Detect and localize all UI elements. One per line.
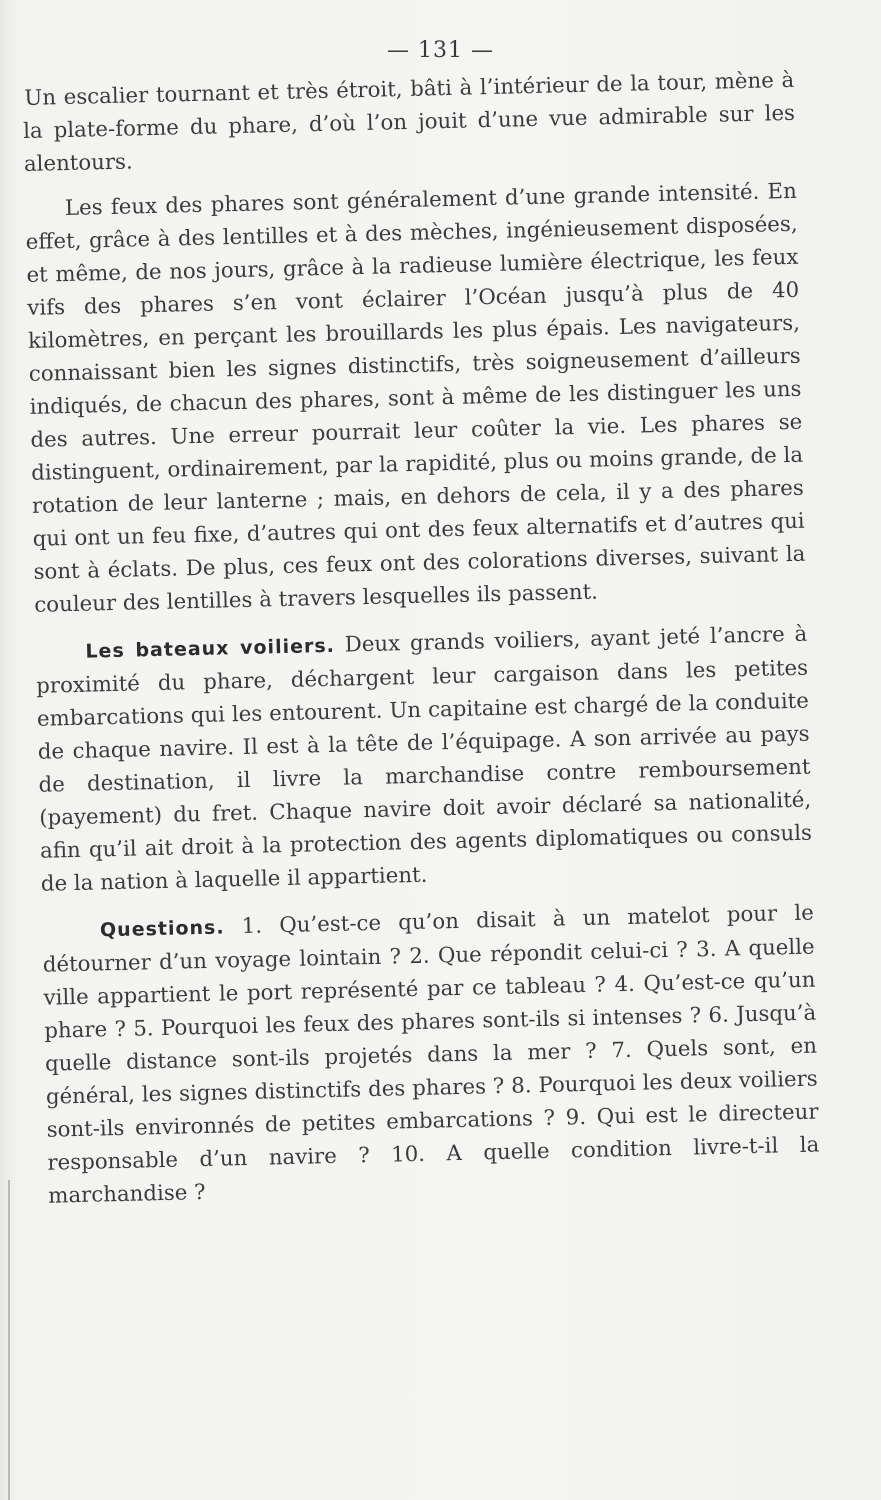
paragraph-text: Les feux des phares sont généralement d’une grande intensité. En effet, grâce à des lentilles et à des mèches, ingénieusement disposées, et même, de nos jours, grâce à la radieuse lumière électrique, les feux vifs des phares s’en vont éclairer l’Océan jusqu’à plus de 40 kilomètres, en perçant les brouillards les plus épais. Les navigateurs, connaissant bien les signes distinctifs, très soigneusement d’ailleurs indiqués, de chacun des phares, sont à même de les distinguer les uns des autres. Une erreur pourrait leur coûter la vie. Les phares se distinguent, ordinairement, par la rapidité, plus ou moins grande, de la rotation de leur lanterne ; mais, en dehors de cela, il y a des phares qui ont un feu fixe, d’autres qui ont des feux alternatifs et d’autres qui sont à éclats. De plus, ces feux ont des colorations diverses, suivant la couleur des lentilles à travers lesquelles ils passent. xyxy=(25,178,806,618)
paragraph-text: Un escalier tournant et très étroit, bâti à l’intérieur de la tour, mène à la plate-forme du phare, d’où l’on jouit d’une vue admirable sur les alentours. xyxy=(22,67,796,177)
page-body xyxy=(22,64,820,1213)
paragraph-questions xyxy=(42,897,821,1213)
paragraph-lighthouse-lights xyxy=(25,175,807,622)
paragraph-staircase xyxy=(22,64,796,181)
paragraph-sailing-ships xyxy=(35,618,813,901)
section-heading: Questions. xyxy=(99,916,225,942)
paragraph-text: 1. Qu’est-ce qu’on disait à un matelot pour le détourner d’un voyage lointain ? 2. Que répondit celui-ci ? 3. A quelle ville appartient le port représenté par ce tableau ? 4. Qu’est-ce qu’un phare ? 5. Pourquoi les feux des phares sont-ils si intenses ? 6. Jusqu’à quelle distance sont-ils projetés dans la mer ? 7. Quels sont, en général, les signes distinctifs des phares ? 8. Pourquoi les deux voiliers sont-ils environnés de petites embarcations ? 9. Qui est le directeur responsable d’un navire ? 10. A quelle condition livre-t-il la marchandise ? xyxy=(42,900,820,1209)
paragraph-text: Deux grands voiliers, ayant jeté l’ancre à proximité du phare, déchargent leur cargaison dans les petites embarcations qui les entourent. Un capitaine est chargé de la conduite de chaque navire. Il est à la tête de l’équipage. A son arrivée au pays de destination, il livre la marchandise contre remboursement (payement) du fret. Chaque navire doit avoir déclaré sa nationalité, afin qu’il ait droit à la protection des agents diplomatiques ou consuls de la nation à laquelle il appartient. xyxy=(35,621,813,897)
page-number: — 131 — xyxy=(387,38,494,63)
section-heading: Les bateaux voiliers. xyxy=(85,634,336,663)
binding-edge xyxy=(8,1180,10,1500)
